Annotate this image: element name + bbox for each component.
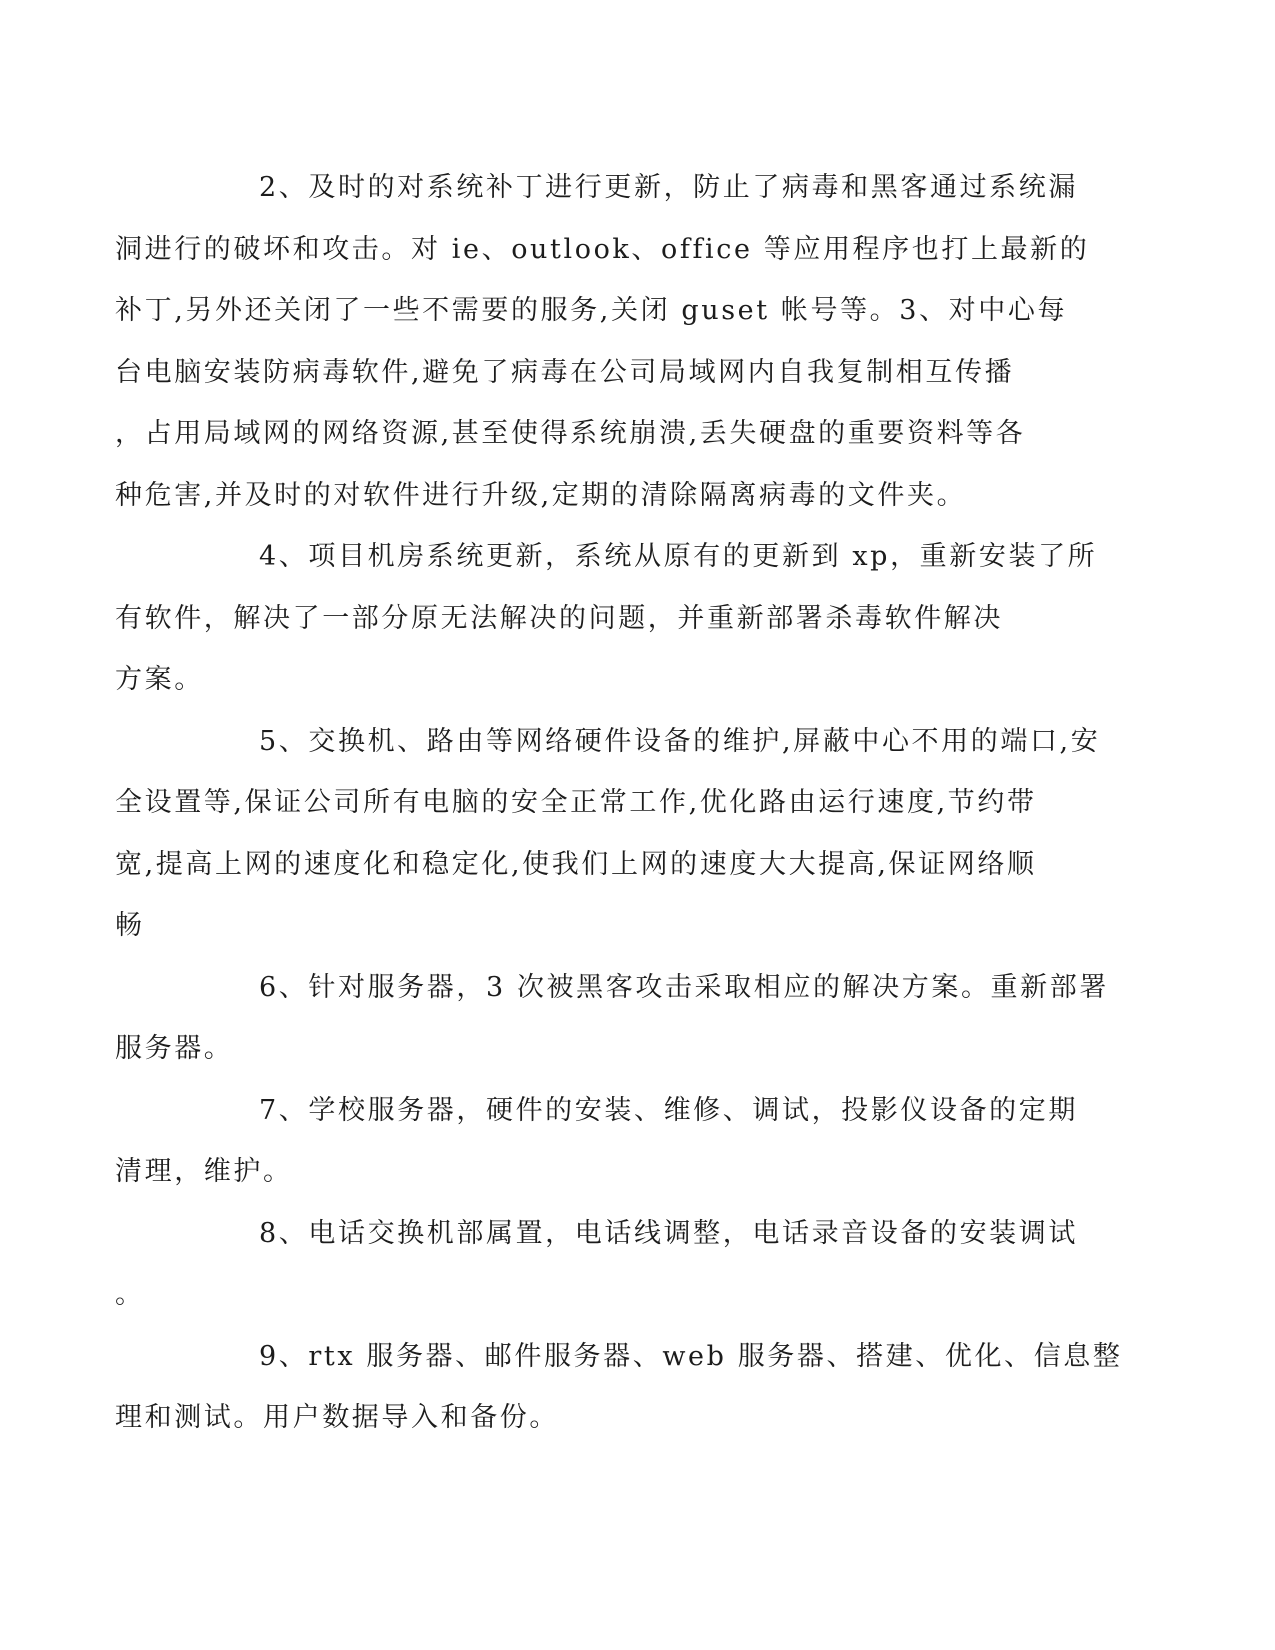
text-line: 4、项目机房系统更新，系统从原有的更新到 xp，重新安装了所 [259,541,1098,572]
text-line: 7、学校服务器，硬件的安装、维修、调试，投影仪设备的定期 [259,1094,1078,1126]
paragraph-item-6 [115,957,1109,1080]
text-line: 8、电话交换机部属置，电话线调整，电话录音设备的安装调试 [259,1217,1078,1249]
text-line: ，占用局域网的网络资源,甚至使得系统崩溃,丢失硬盘的重要资料等各 [115,418,1026,449]
text-line: 9、rtx 服务器、邮件服务器、web 服务器、搭建、优化、信息整 [259,1340,1123,1372]
text-line: 清理，维护。 [115,1156,293,1187]
paragraph-item-5 [115,711,1101,957]
paragraph-item-9 [115,1326,1123,1449]
text-line: 补丁,另外还关闭了一些不需要的服务,关闭 guset 帐号等。3、对中心每 [115,295,1068,326]
text-line: 服务器。 [115,1033,234,1064]
text-line: 。 [115,1279,145,1310]
text-line: 2、及时的对系统补丁进行更新，防止了病毒和黑客通过系统漏 [259,172,1078,203]
text-line: 5、交换机、路由等网络硬件设备的维护,屏蔽中心不用的端口,安 [259,725,1101,757]
text-line: 洞进行的破坏和攻击。对 ie、outlook、office 等应用程序也打上最新的 [115,233,1090,265]
paragraph-item-2 [115,157,1090,526]
text-line: 6、针对服务器，3 次被黑客攻击采取相应的解决方案。重新部署 [259,971,1109,1003]
text-line: 宽,提高上网的速度化和稳定化,使我们上网的速度大大提高,保证网络顺 [115,848,1037,880]
paragraph-item-8 [115,1203,1078,1326]
text-line: 有软件，解决了一部分原无法解决的问题，并重新部署杀毒软件解决 [115,602,1003,634]
paragraph-item-7 [115,1080,1078,1203]
document-body [115,157,1123,1449]
text-line: 台电脑安装防病毒软件,避免了病毒在公司局域网内自我复制相互传播 [115,356,1015,388]
text-line: 畅 [115,910,145,941]
text-line: 全设置等,保证公司所有电脑的安全正常工作,优化路由运行速度,节约带 [115,787,1037,818]
text-line: 方案。 [115,664,204,695]
text-line: 理和测试。用户数据导入和备份。 [115,1402,559,1433]
paragraph-item-4 [115,526,1098,711]
text-line: 种危害,并及时的对软件进行升级,定期的清除隔离病毒的文件夹。 [115,479,967,511]
